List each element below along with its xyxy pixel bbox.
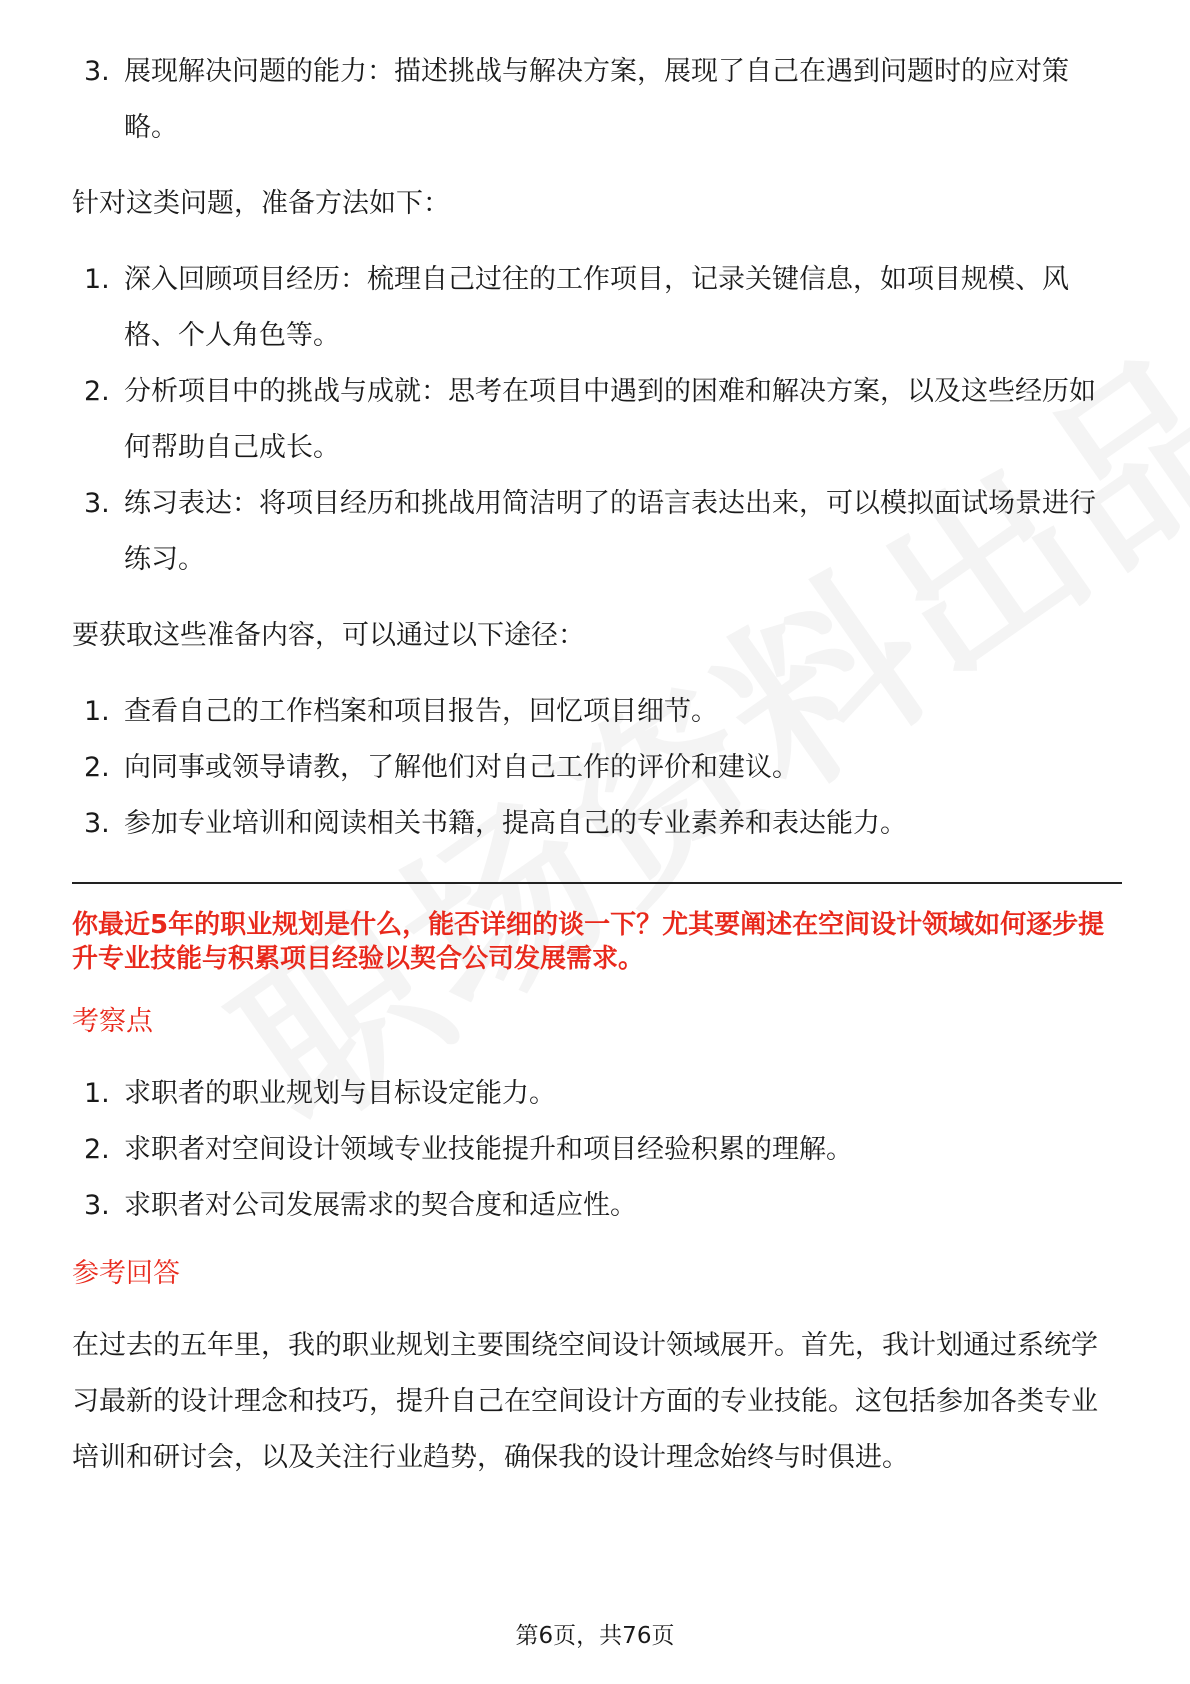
section-divider (72, 882, 1122, 884)
document-content (72, 44, 1122, 1486)
list-number: 1. (84, 696, 110, 727)
answer-heading: 参考回答 (72, 1258, 180, 1289)
list-text: 练习表达：将项目经历和挑战用简洁明了的语言表达出来，可以模拟面试场景进行练习。 (124, 488, 1096, 575)
list-item (72, 1074, 1122, 1114)
list-item (72, 692, 1122, 732)
list-text: 向同事或领导请教，了解他们对自己工作的评价和建议。 (124, 752, 799, 783)
interview-question: 你最近5年的职业规划是什么，能否详细的谈一下？尤其要阐述在空间设计领域如何逐步提升专业技能与积累项目经验以契合公司发展需求。 (72, 910, 1105, 974)
list-item (72, 364, 1122, 476)
list-text: 参加专业培训和阅读相关书籍，提高自己的专业素养和表达能力。 (124, 808, 907, 839)
answer-paragraph: 在过去的五年里，我的职业规划主要围绕空间设计领域展开。首先，我计划通过系统学习最新的设计理念和技巧，提升自己在空间设计方面的专业技能。这包括参加各类专业培训和研讨会，以及关注行业趋势，确保我的设计理念始终与时俱进。 (72, 1330, 1098, 1473)
list-item (72, 1186, 1122, 1226)
list-number: 2. (84, 752, 110, 783)
list-number: 1. (84, 264, 110, 295)
prep-intro: 针对这类问题，准备方法如下： (72, 188, 450, 219)
list-item (72, 748, 1122, 788)
page-footer: 第6页，共76页 (515, 1623, 675, 1649)
source-intro: 要获取这些准备内容，可以通过以下途径： (72, 620, 585, 651)
list-item (72, 804, 1122, 844)
list-text: 求职者的职业规划与目标设定能力。 (124, 1078, 556, 1109)
list-number: 3. (84, 56, 110, 87)
list-number: 2. (84, 1134, 110, 1165)
list-text: 查看自己的工作档案和项目报告，回忆项目细节。 (124, 696, 718, 727)
list-text: 深入回顾项目经历：梳理自己过往的工作项目，记录关键信息，如项目规模、风格、个人角色等。 (124, 264, 1069, 351)
list-number: 3. (84, 1190, 110, 1221)
prep-list (72, 252, 1122, 588)
list-text: 分析项目中的挑战与成就：思考在项目中遇到的困难和解决方案，以及这些经历如何帮助自己成长。 (124, 376, 1096, 463)
assess-heading: 考察点 (72, 1006, 153, 1037)
list-number: 3. (84, 488, 110, 519)
source-list (72, 692, 1122, 844)
list-number: 3. (84, 808, 110, 839)
list-item (72, 252, 1122, 364)
assess-list (72, 1074, 1122, 1226)
list-number: 1. (84, 1078, 110, 1109)
list-item (72, 44, 1122, 156)
list-text: 展现解决问题的能力：描述挑战与解决方案，展现了自己在遇到问题时的应对策略。 (124, 56, 1069, 143)
list-number: 2. (84, 376, 110, 407)
list-item (72, 1130, 1122, 1170)
top-list (72, 44, 1122, 156)
list-item (72, 476, 1122, 588)
list-text: 求职者对公司发展需求的契合度和适应性。 (124, 1190, 637, 1221)
list-text: 求职者对空间设计领域专业技能提升和项目经验积累的理解。 (124, 1134, 853, 1165)
